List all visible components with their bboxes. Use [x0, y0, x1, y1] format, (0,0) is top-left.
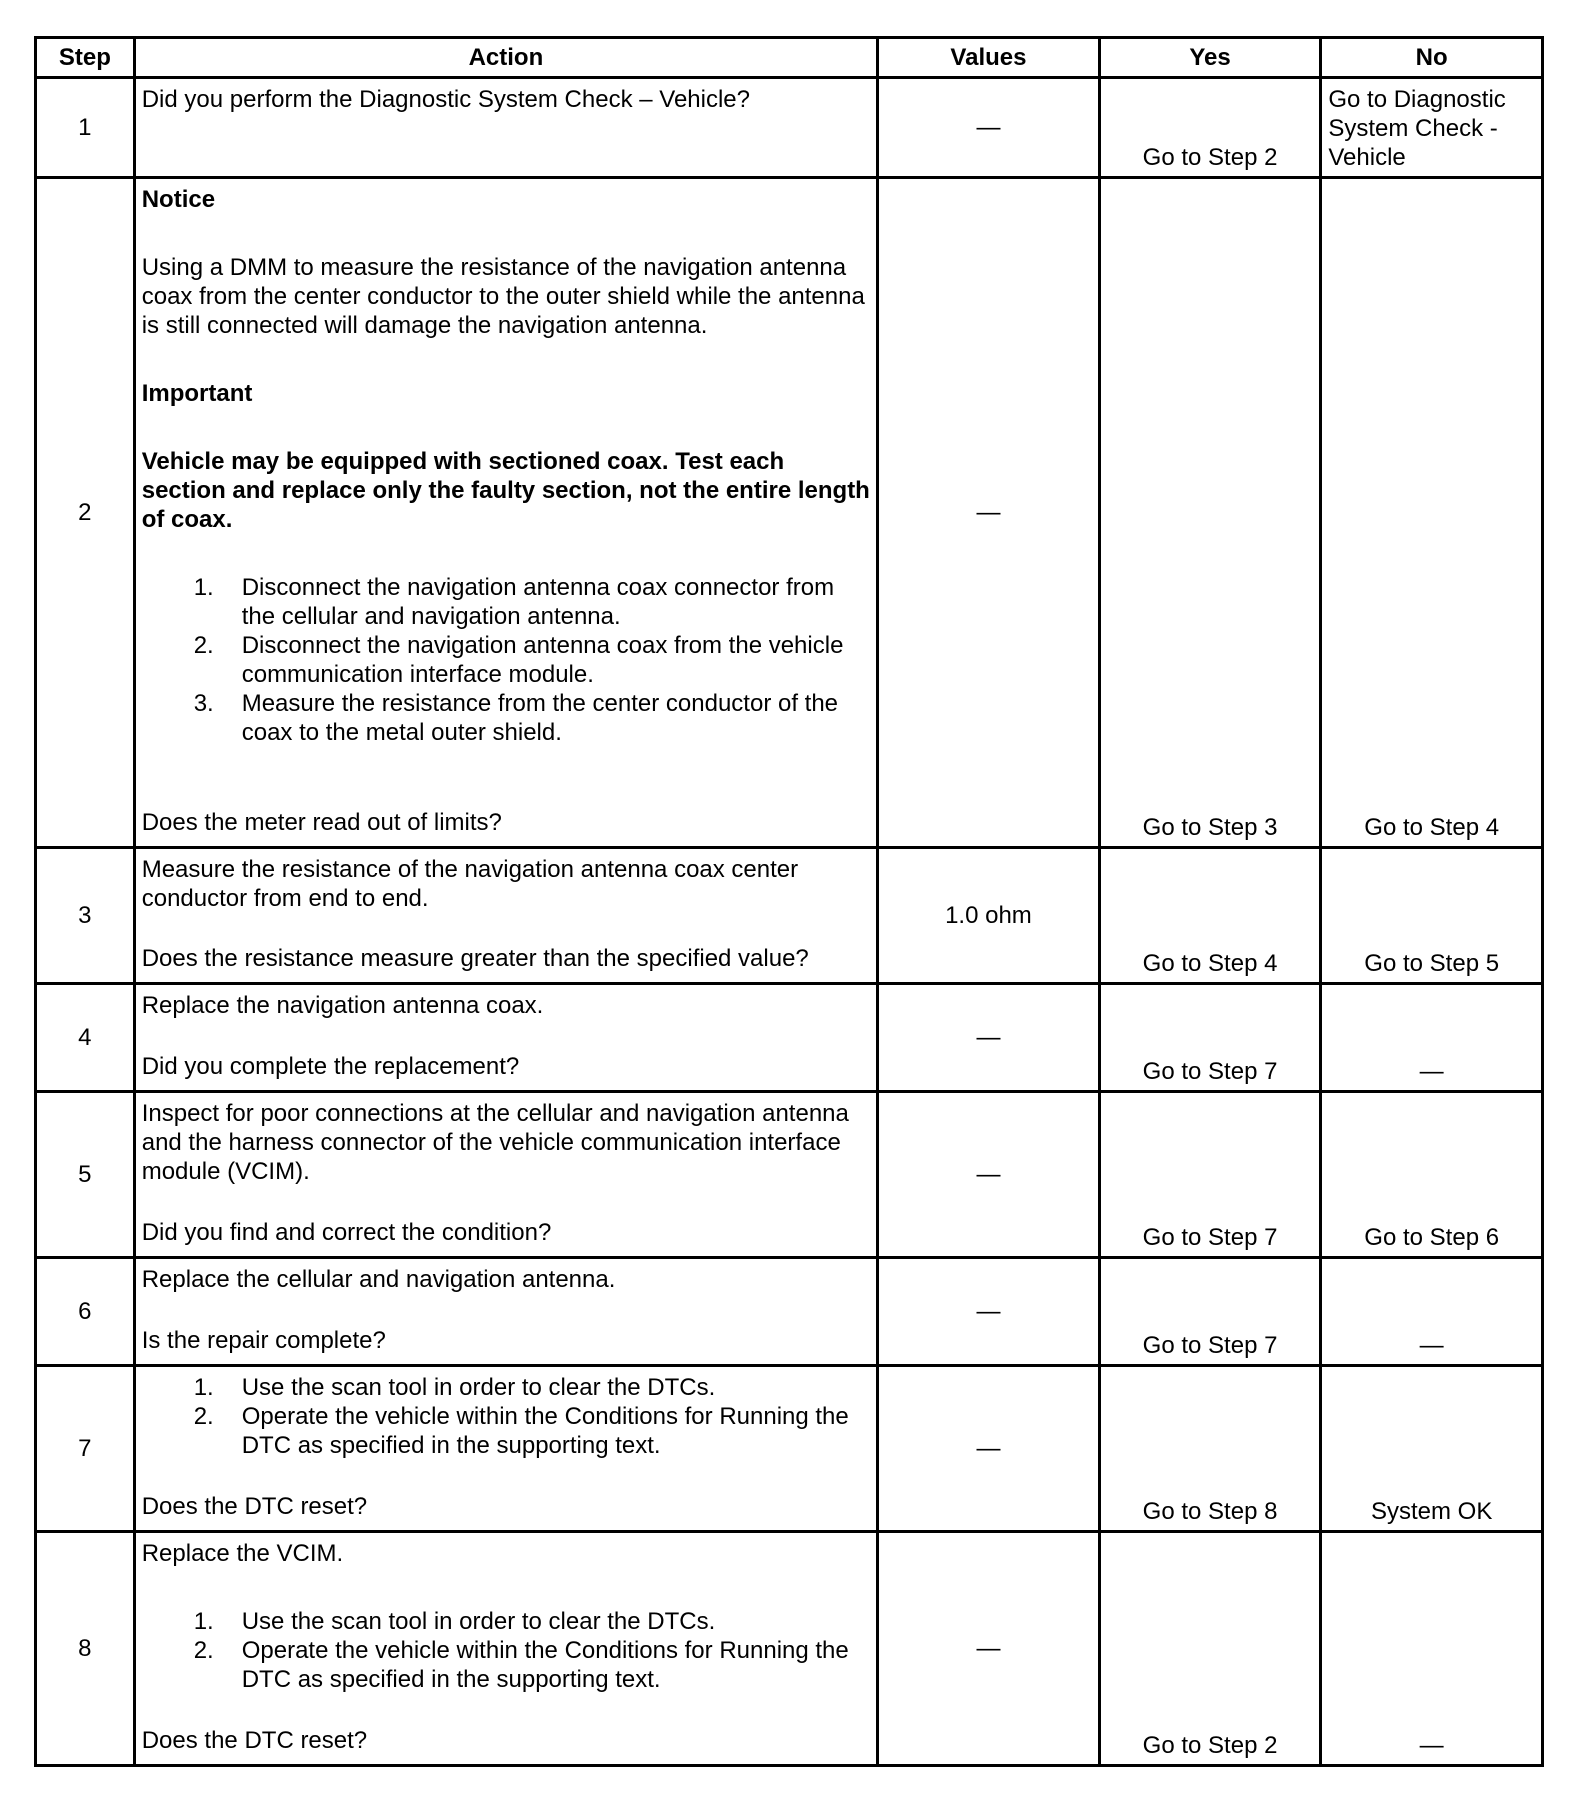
value-cell: —: [878, 1258, 1100, 1366]
step-number: 6: [36, 1258, 135, 1366]
action-question: Did you perform the Diagnostic System Check – Vehicle?: [141, 86, 751, 113]
value-cell: —: [878, 984, 1100, 1092]
action-text: Replace the cellular and navigation antenna.: [141, 1266, 616, 1293]
action-question: Did you find and correct the condition?: [141, 1219, 552, 1246]
table-row: [36, 1366, 1543, 1532]
yes-cell: Go to Step 7: [1099, 1258, 1321, 1366]
yes-cell: Go to Step 2: [1099, 78, 1321, 178]
no-cell: System OK: [1321, 1366, 1543, 1532]
procedure-list: [142, 1373, 870, 1460]
header-row: [36, 38, 1543, 78]
action-cell: [134, 984, 877, 1092]
action-cell: [134, 1092, 877, 1258]
table-row: [36, 1532, 1543, 1766]
action-question: Did you complete the replacement?: [141, 1053, 520, 1080]
header-yes: Yes: [1099, 38, 1321, 78]
no-cell: Go to Step 4: [1321, 178, 1543, 848]
action-text: Replace the navigation antenna coax.: [141, 992, 544, 1019]
no-cell: Go to Diagnostic System Check - Vehicle: [1321, 78, 1543, 178]
action-question: Is the repair complete?: [141, 1327, 386, 1354]
yes-cell: Go to Step 8: [1099, 1366, 1321, 1532]
list-item: 1. Use the scan tool in order to clear the DTCs.: [193, 1608, 716, 1635]
value-cell: —: [878, 178, 1100, 848]
no-cell: —: [1321, 984, 1543, 1092]
action-cell: [134, 848, 877, 984]
header-no: No: [1321, 38, 1543, 78]
list-item: 2. Operate the vehicle within the Conditions for Running the DTC as specified in the supporting text.: [193, 1637, 849, 1693]
value-cell: 1.0 ohm: [878, 848, 1100, 984]
step-number: 8: [36, 1532, 135, 1766]
value-cell: —: [878, 1366, 1100, 1532]
step-number: 3: [36, 848, 135, 984]
yes-cell: Go to Step 7: [1099, 984, 1321, 1092]
table-row: [36, 848, 1543, 984]
table-row: [36, 1092, 1543, 1258]
important-title: Important: [141, 380, 253, 407]
action-question: Does the resistance measure greater than the specified value?: [141, 945, 809, 972]
diagnostic-table: [34, 36, 1544, 1767]
list-item: 2. Disconnect the navigation antenna coax from the vehicle communication interface module.: [193, 632, 844, 688]
procedure-list: [142, 573, 870, 747]
notice-text: Using a DMM to measure the resistance of the navigation antenna coax from the center conductor to the outer shield while the antenna is still connected will damage the navigation antenna.: [141, 254, 865, 339]
step-number: 7: [36, 1366, 135, 1532]
action-cell: [134, 1366, 877, 1532]
list-item: 3. Measure the resistance from the center conductor of the coax to the metal outer shield.: [193, 690, 839, 746]
value-cell: —: [878, 1532, 1100, 1766]
table-row: [36, 984, 1543, 1092]
no-cell: —: [1321, 1258, 1543, 1366]
table-row: [36, 178, 1543, 848]
table-row: [36, 78, 1543, 178]
header-values: Values: [878, 38, 1100, 78]
no-cell: Go to Step 5: [1321, 848, 1543, 984]
step-number: 4: [36, 984, 135, 1092]
table-row: [36, 1258, 1543, 1366]
action-question: Does the DTC reset?: [141, 1727, 368, 1754]
header-action: Action: [134, 38, 877, 78]
yes-cell: Go to Step 7: [1099, 1092, 1321, 1258]
action-cell: [134, 1532, 877, 1766]
list-item: 1. Use the scan tool in order to clear the DTCs.: [193, 1374, 716, 1401]
step-number: 5: [36, 1092, 135, 1258]
action-question: Does the meter read out of limits?: [141, 809, 502, 836]
action-question: Does the DTC reset?: [141, 1493, 368, 1520]
yes-cell: Go to Step 4: [1099, 848, 1321, 984]
notice-title: Notice: [141, 186, 216, 213]
yes-cell: Go to Step 3: [1099, 178, 1321, 848]
list-item: 2. Operate the vehicle within the Conditions for Running the DTC as specified in the supporting text.: [193, 1403, 849, 1459]
action-text: Inspect for poor connections at the cellular and navigation antenna and the harness connector of the vehicle communication interface module (VCIM).: [141, 1100, 849, 1185]
step-number: 2: [36, 178, 135, 848]
header-step: Step: [36, 38, 135, 78]
action-text: Replace the VCIM.: [141, 1540, 344, 1567]
value-cell: —: [878, 78, 1100, 178]
procedure-list: [142, 1607, 870, 1694]
action-cell: [134, 178, 877, 848]
action-text: Measure the resistance of the navigation antenna coax center conductor from end to end.: [141, 856, 799, 912]
no-cell: Go to Step 6: [1321, 1092, 1543, 1258]
step-number: 1: [36, 78, 135, 178]
yes-cell: Go to Step 2: [1099, 1532, 1321, 1766]
action-cell: [134, 1258, 877, 1366]
no-cell: —: [1321, 1532, 1543, 1766]
list-item: 1. Disconnect the navigation antenna coax connector from the cellular and navigation antenna.: [193, 574, 835, 630]
value-cell: —: [878, 1092, 1100, 1258]
action-cell: [134, 78, 877, 178]
important-text: Vehicle may be equipped with sectioned coax. Test each section and replace only the faulty section, not the entire length of coax.: [141, 448, 870, 533]
